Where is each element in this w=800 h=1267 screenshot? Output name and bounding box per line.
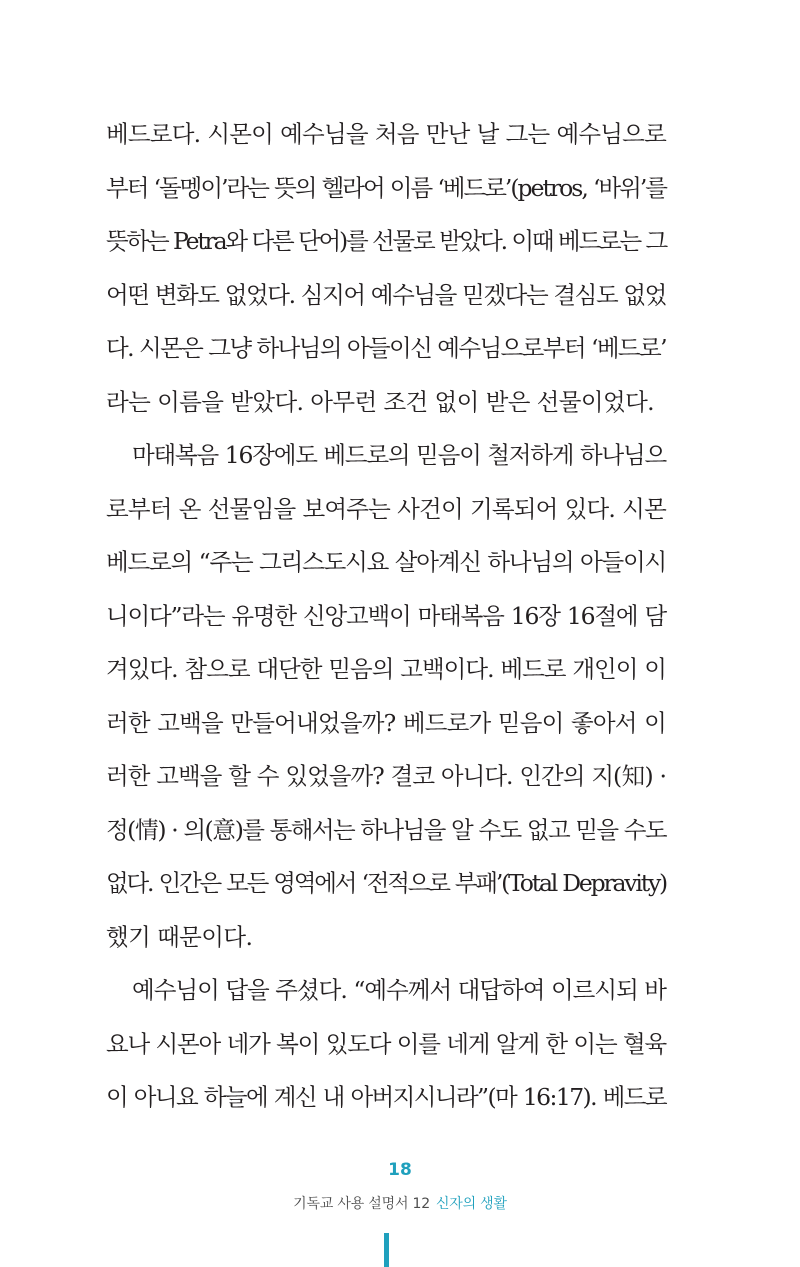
text-line: 라는 이름을 받았다. 아무런 조건 없이 받은 선물이었다. bbox=[106, 387, 655, 416]
page-number: 18 bbox=[388, 1160, 412, 1180]
text-line: 러한 고백을 만들어내었을까? 베드로가 믿음이 좋아서 이 bbox=[106, 708, 666, 737]
text-line: 정(情) · 의(意)를 통해서는 하나님을 알 수도 없고 믿을 수도 bbox=[106, 815, 666, 844]
text-line: 어떤 변화도 없었다. 심지어 예수님을 믿겠다는 결심도 없었 bbox=[106, 280, 666, 309]
running-head bbox=[0, 1193, 800, 1213]
footer-accent-bar bbox=[384, 1233, 389, 1267]
chapter-title: 신자의 생활 bbox=[435, 1196, 507, 1212]
text-line: 베드로의 “주는 그리스도시요 살아계신 하나님의 아들이시 bbox=[106, 548, 666, 576]
text-line: 요나 시몬아 네가 복이 있도다 이를 네게 알게 한 이는 혈육 bbox=[106, 1029, 666, 1058]
text-line: 다. 시몬은 그냥 하나님의 아들이신 예수님으로부터 ‘베드로’ bbox=[106, 334, 666, 362]
text-line: 로부터 온 선물임을 보여주는 사건이 기록되어 있다. 시몬 bbox=[106, 494, 666, 523]
body-text bbox=[106, 112, 666, 1129]
book-title: 기독교 사용 설명서 12 bbox=[293, 1196, 430, 1212]
text-line: 러한 고백을 할 수 있었을까? 결코 아니다. 인간의 지(知) · bbox=[106, 762, 666, 790]
text-line: 니이다”라는 유명한 신앙고백이 마태복음 16장 16절에 담 bbox=[106, 601, 666, 630]
paragraph-start-line: 예수님이 답을 주셨다. “예수께서 대답하여 이르시되 바 bbox=[132, 976, 666, 1004]
text-line: 부터 ‘돌멩이’라는 뜻의 헬라어 이름 ‘베드로’(petros, ‘바위’를 bbox=[106, 173, 666, 202]
text-line: 했기 때문이다. bbox=[106, 922, 253, 951]
text-line: 없다. 인간은 모든 영역에서 ‘전적으로 부패’(Total Depravity) bbox=[106, 869, 666, 897]
text-line: 이 아니요 하늘에 계신 내 아버지시니라”(마 16:17). 베드로 bbox=[106, 1083, 666, 1111]
paragraph-start-line: 마태복음 16장에도 베드로의 믿음이 철저하게 하나님으 bbox=[132, 441, 666, 469]
text-line: 겨있다. 참으로 대단한 믿음의 고백이다. 베드로 개인이 이 bbox=[106, 655, 666, 683]
text-line: 뜻하는 Petra와 다른 단어)를 선물로 받았다. 이때 베드로는 그 bbox=[106, 227, 666, 255]
text-line: 베드로다. 시몬이 예수님을 처음 만난 날 그는 예수님으로 bbox=[106, 120, 666, 148]
